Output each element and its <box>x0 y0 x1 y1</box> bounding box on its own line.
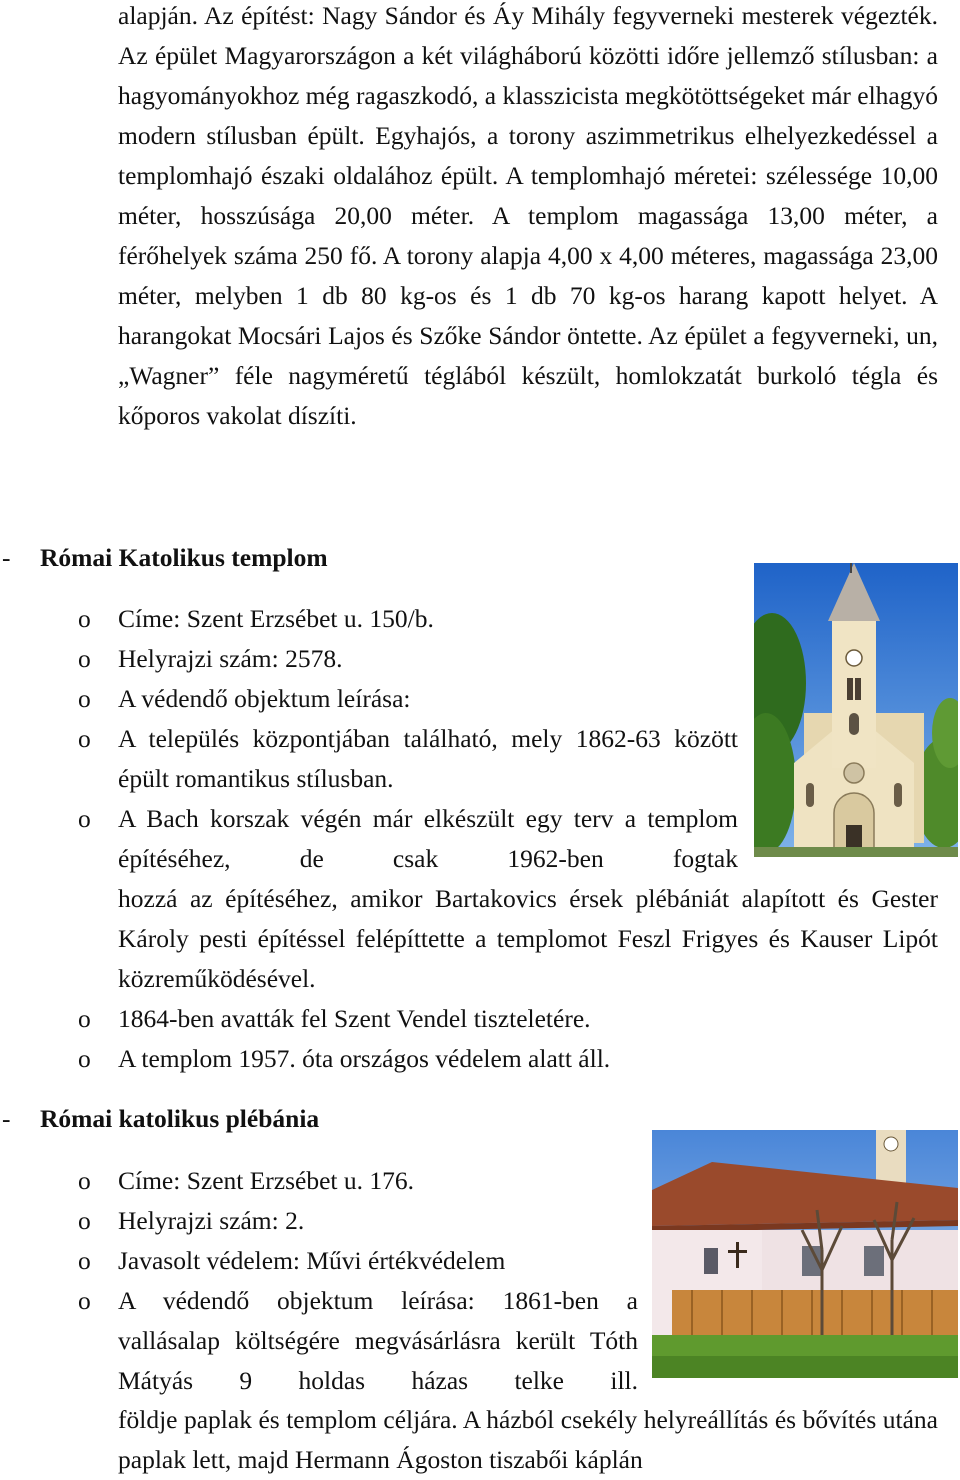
list-item-text: A védendő objektum leírása: <box>118 684 411 713</box>
bullet: o <box>78 1246 91 1275</box>
bullet: o <box>78 1044 91 1073</box>
heading-dash: - <box>2 1104 11 1133</box>
list-item-lot-number <box>78 1201 638 1241</box>
list-item-protection <box>78 1039 938 1079</box>
list-item-text: Helyrajzi szám: 2578. <box>118 644 343 673</box>
history-continuation: hozzá az építéséhez, amikor Bartakovics érsek plébániát alapított és Gester Károly pesti építéssel felépíttette a templomot Feszl Frigyes és Kauser Lipót közreműködésével. <box>118 884 938 993</box>
list-item-text: A védendő objektum leírása: 1861-ben a vallásalap költségére megvásárlásra került Tóth Mátyás 9 holdas házas telke ill. <box>118 1286 638 1395</box>
list-item-consecration <box>78 999 938 1039</box>
list-item-lot-number <box>78 639 738 679</box>
church-photo <box>754 563 958 857</box>
heading-dash: - <box>2 543 11 572</box>
list-item-description <box>78 1281 638 1401</box>
list-item-text: A templom 1957. óta országos védelem alatt áll. <box>118 1044 611 1073</box>
bullet: o <box>78 644 91 673</box>
description-continuation: földje paplak és templom céljára. A házból csekély helyreállítás és bővítés utána paplak lett, majd Hermann Ágoston tiszabői káplán <box>118 1405 938 1474</box>
church-illustration <box>754 563 958 857</box>
bullet: o <box>78 804 91 833</box>
list-item-text: Címe: Szent Erzsébet u. 176. <box>118 1166 415 1195</box>
section-heading-church <box>2 538 328 578</box>
list-item-text: 1864-ben avatták fel Szent Vendel tiszteletére. <box>118 1004 591 1033</box>
bullet: o <box>78 1166 91 1195</box>
bullet: o <box>78 1206 91 1235</box>
list-item-text: Javasolt védelem: Művi értékvédelem <box>118 1246 506 1275</box>
list-item-history <box>78 799 738 879</box>
list-item-text: Címe: Szent Erzsébet u. 150/b. <box>118 604 434 633</box>
list-item-address <box>78 1161 638 1201</box>
bullet: o <box>78 724 91 753</box>
parish-house-illustration <box>652 1130 958 1378</box>
bullet: o <box>78 684 91 713</box>
list-item-text: A Bach korszak végén már elkészült egy terv a templom építéséhez, de csak 1962-ben fogtak <box>118 804 738 873</box>
list-item-proposed-protection <box>78 1241 638 1281</box>
heading-title: Római Katolikus templom <box>40 543 328 572</box>
list-item-location <box>78 719 738 799</box>
intro-paragraph: alapján. Az építést: Nagy Sándor és Áy Mihály fegyverneki mesterek végezték. Az épület Magyarországon a két világháború közötti időre jellemző stílusban: a hagyományokhoz még ragaszkodó, a klasszicista megkötöttségeket már elhagyó modern stílusban épült. Egyhajós, a torony aszimmetrikus elhelyezkedéssel a templomhajó északi oldalához épült. A templomhajó méretei: szélessége 10,00 méter, hosszúsága 20,00 méter. A templom magassága 13,00 méter, a férőhelyek száma 250 fő. A torony alapja 4,00 x 4,00 méteres, magassága 23,00 méter, melyben 1 db 80 kg-os és 1 db 70 kg-os harang kapott helyet. A harangokat Mocsári Lajos és Szőke Sándor öntette. Az épület a fegyverneki, un, „Wagner” féle nagyméretű téglából készült, homlokzatát burkoló tégla és kőporos vakolat díszíti. <box>118 1 938 430</box>
list-item-description-label <box>78 679 738 719</box>
list-item-text: Helyrajzi szám: 2. <box>118 1206 305 1235</box>
bullet: o <box>78 604 91 633</box>
list-item-text: A település központjában található, mely 1862-63 között épült romantikus stílusban. <box>118 724 738 793</box>
section-heading-parish <box>2 1099 319 1139</box>
bullet: o <box>78 1004 91 1033</box>
heading-title: Római katolikus plébánia <box>40 1104 320 1133</box>
bullet: o <box>78 1286 91 1315</box>
parish-house-photo <box>652 1130 958 1378</box>
list-item-address <box>78 599 738 639</box>
